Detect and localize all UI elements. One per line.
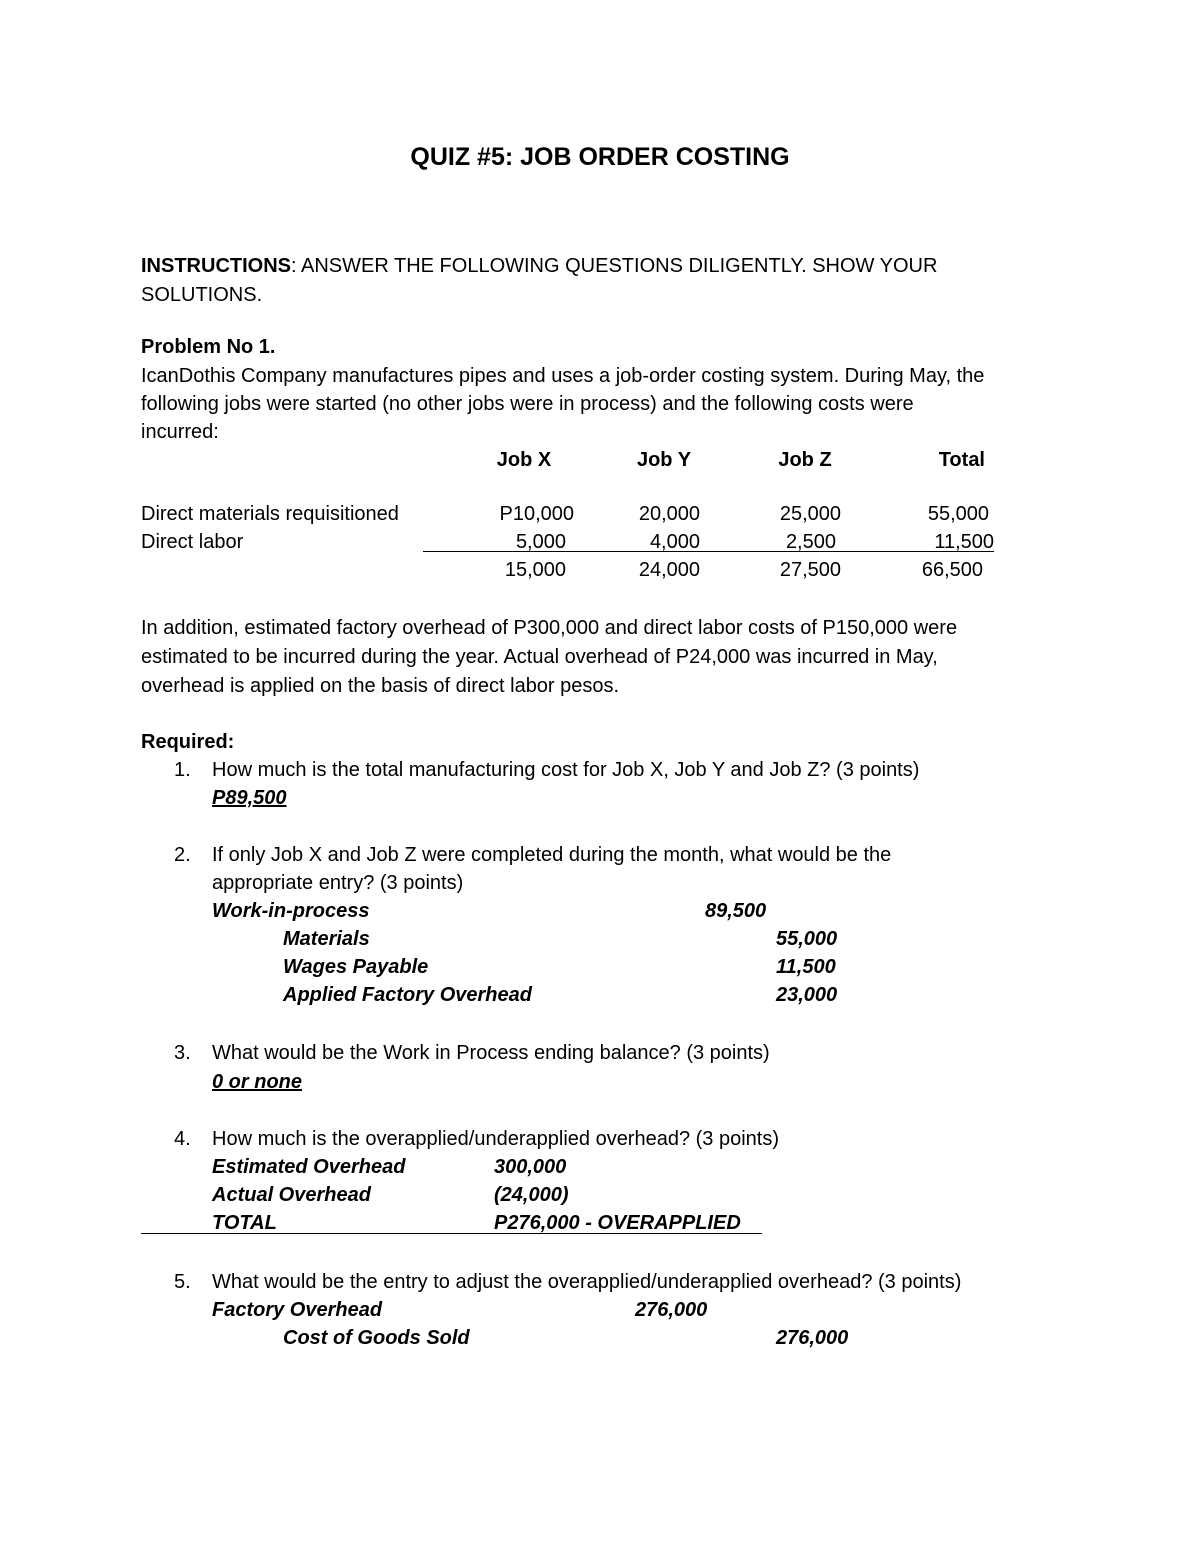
table-row-label: Direct materials requisitioned <box>141 503 399 525</box>
computation-label: Actual Overhead <box>212 1184 371 1206</box>
addition-line: In addition, estimated factory overhead of P300,000 and direct labor costs of P150,000 were <box>141 617 958 639</box>
question-text: If only Job X and Job Z were completed during the month, what would be the <box>212 844 892 866</box>
journal-account: Factory Overhead <box>212 1299 383 1321</box>
table-header-job-z: Job Z <box>778 449 832 471</box>
journal-account: Materials <box>283 928 370 950</box>
journal-credit: 23,000 <box>776 984 838 1006</box>
computation-label: TOTAL <box>212 1212 277 1234</box>
question-number: 4. <box>174 1128 191 1150</box>
journal-account: Wages Payable <box>283 956 429 978</box>
computation-label: Estimated Overhead <box>212 1156 406 1178</box>
computation-value: (24,000) <box>494 1184 569 1206</box>
table-cell: 27,500 <box>779 559 841 581</box>
journal-account: Work-in-process <box>212 900 370 922</box>
table-cell: 11,500 <box>934 531 994 553</box>
journal-credit: 55,000 <box>776 928 838 950</box>
table-cell: 55,000 <box>927 503 989 525</box>
journal-debit: 89,500 <box>705 900 767 922</box>
page-title: QUIZ #5: JOB ORDER COSTING <box>410 143 790 171</box>
question-text: What would be the Work in Process ending balance? (3 points) <box>212 1042 770 1064</box>
journal-debit: 276,000 <box>635 1299 708 1321</box>
computation-value: P276,000 - OVERAPPLIED <box>494 1212 741 1234</box>
problem-description-line: following jobs were started (no other jobs were in process) and the following costs were <box>141 393 914 415</box>
instructions-line-1 <box>141 252 937 280</box>
table-cell: 4,000 <box>649 531 700 553</box>
answer-text: P89,500 <box>212 787 287 809</box>
journal-credit: 11,500 <box>776 956 836 978</box>
question-text: What would be the entry to adjust the overapplied/underapplied overhead? (3 points) <box>212 1271 962 1293</box>
addition-line: overhead is applied on the basis of direct labor pesos. <box>141 675 620 697</box>
table-cell: 25,000 <box>779 503 841 525</box>
instructions-label: INSTRUCTIONS <box>141 255 291 277</box>
table-header-total: Total <box>938 449 985 471</box>
question-number: 1. <box>174 759 191 781</box>
table-cell: 15,000 <box>504 559 566 581</box>
question-text: How much is the overapplied/underapplied overhead? (3 points) <box>212 1128 780 1150</box>
question-number: 3. <box>174 1042 191 1064</box>
required-label: Required: <box>141 731 235 753</box>
table-header-job-x: Job X <box>496 449 552 471</box>
table-cell: 5,000 <box>515 531 566 553</box>
question-text: How much is the total manufacturing cost for Job X, Job Y and Job Z? (3 points) <box>212 759 920 781</box>
journal-credit: 276,000 <box>776 1327 849 1349</box>
table-cell: 66,500 <box>921 559 983 581</box>
table-cell: P10,000 <box>499 503 574 525</box>
problem-heading: Problem No 1. <box>141 336 276 358</box>
instructions-line-2: SOLUTIONS. <box>141 284 263 306</box>
answer-text: 0 or none <box>212 1071 303 1093</box>
addition-line: estimated to be incurred during the year. Actual overhead of P24,000 was incurred in May, <box>141 646 938 668</box>
question-number: 2. <box>174 844 191 866</box>
table-cell: 20,000 <box>638 503 700 525</box>
journal-account: Cost of Goods Sold <box>283 1327 470 1349</box>
computation-value: 300,000 <box>494 1156 567 1178</box>
table-header-job-y: Job Y <box>636 449 692 471</box>
journal-account: Applied Factory Overhead <box>283 984 532 1006</box>
table-underline <box>423 551 994 552</box>
table-row-label: Direct labor <box>141 531 244 553</box>
instructions-text: : ANSWER THE FOLLOWING QUESTIONS DILIGENTLY. SHOW YOUR <box>291 255 938 277</box>
question-text: appropriate entry? (3 points) <box>212 872 464 894</box>
computation-underline <box>141 1233 762 1234</box>
problem-description-line: incurred: <box>141 421 219 443</box>
question-number: 5. <box>174 1271 191 1293</box>
table-cell: 24,000 <box>638 559 700 581</box>
problem-description-line: IcanDothis Company manufactures pipes and uses a job-order costing system. During May, the <box>141 365 985 387</box>
table-cell: 2,500 <box>785 531 836 553</box>
